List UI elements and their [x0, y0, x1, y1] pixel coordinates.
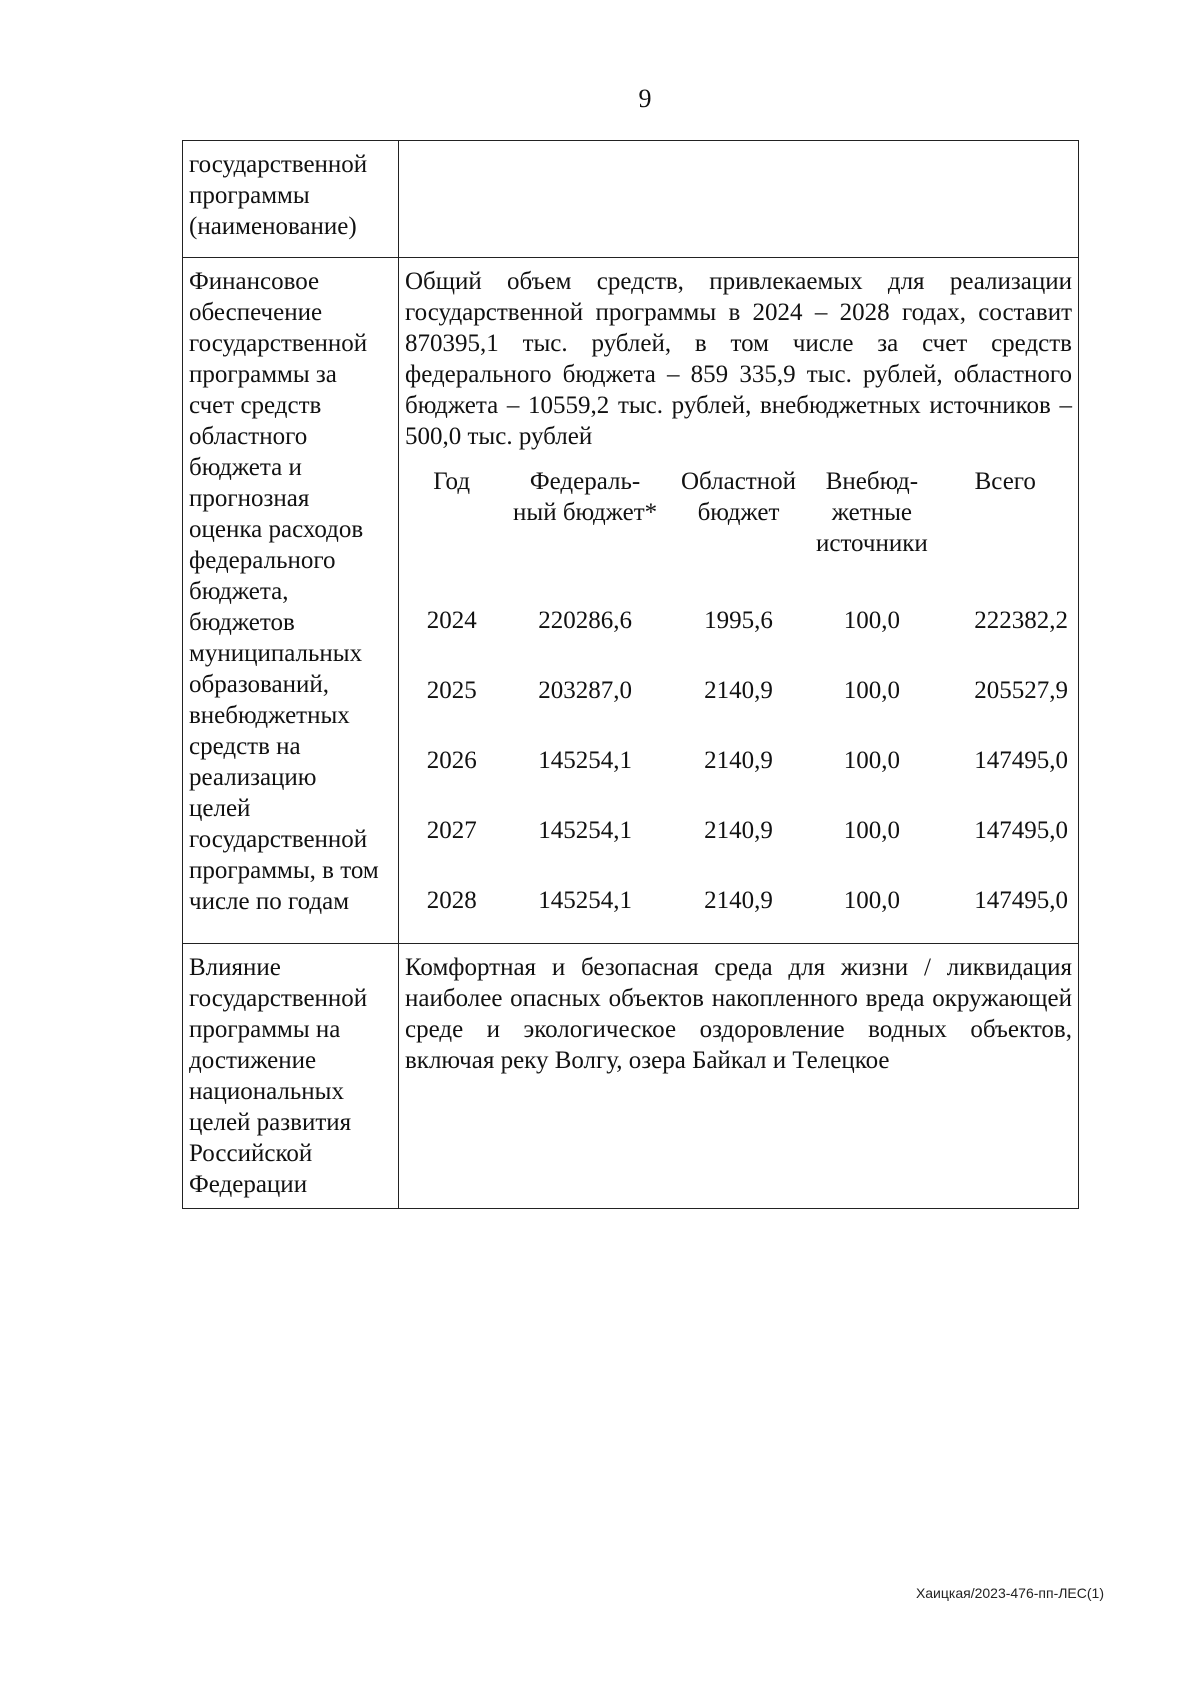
cell-total: 147495,0 — [974, 746, 1068, 774]
table-row — [183, 944, 1079, 1209]
header-extrabudget: Внебюд- жетные источники — [815, 468, 928, 557]
cell-federal: 145254,1 — [538, 886, 632, 914]
cell-extrabudget: 100,0 — [843, 746, 900, 774]
financing-by-year-table — [405, 466, 1072, 935]
cell-regional: 2140,9 — [704, 886, 773, 914]
row-content-impact — [399, 944, 1079, 1209]
row-content-name — [399, 141, 1079, 258]
financing-row — [405, 655, 1072, 725]
row-content-financing — [399, 258, 1079, 944]
cell-federal: 220286,6 — [538, 606, 632, 634]
financing-row — [405, 865, 1072, 935]
cell-regional: 2140,9 — [704, 816, 773, 844]
header-total: Всего — [974, 468, 1036, 495]
cell-federal: 203287,0 — [538, 676, 632, 704]
header-regional: Областной бюджет — [680, 468, 796, 526]
financing-row — [405, 795, 1072, 865]
cell-year: 2024 — [426, 606, 477, 634]
financing-summary: Общий объем средств, привлекаемых для реализации государственной программы в 2024 – 2028 годах, составит 870395,1 тыс. рублей, в том числе за счет средств федерального бюджета – 859 335,9 тыс. рублей, областного бюджета – 10559,2 тыс. рублей, внебюджетных источников – 500,0 тыс. рублей — [405, 268, 1072, 450]
cell-total: 147495,0 — [974, 886, 1068, 914]
cell-regional: 2140,9 — [704, 676, 773, 704]
row-label-financing: Финансовое обеспечение государственной программы за счет средств областного бюджета и прогнозная оценка расходов федерального бюджета, бюджетов муниципальных образований, внебюджетных средств на реализацию целей государственной программы, в том числе по годам — [183, 258, 399, 944]
financing-row — [405, 725, 1072, 795]
cell-federal: 145254,1 — [538, 816, 632, 844]
cell-extrabudget: 100,0 — [843, 676, 900, 704]
cell-federal: 145254,1 — [538, 746, 632, 774]
header-federal: Федераль- ный бюджет* — [513, 468, 658, 526]
table-row — [183, 141, 1079, 258]
impact-text: Комфортная и безопасная среда для жизни / ликвидация наиболее опасных объектов накопленного вреда окружающей среде и экологическое оздоровление водных объектов, включая реку Волгу, озера Байкал и Телецкое — [405, 954, 1072, 1074]
page-number: 9 — [638, 84, 652, 113]
header-year: Год — [433, 468, 471, 495]
financing-row — [405, 585, 1072, 655]
cell-year: 2026 — [426, 746, 477, 774]
cell-total: 222382,2 — [974, 606, 1068, 634]
financing-header-row — [405, 466, 1072, 585]
cell-extrabudget: 100,0 — [843, 816, 900, 844]
cell-year: 2028 — [426, 886, 477, 914]
cell-total: 147495,0 — [974, 816, 1068, 844]
cell-year: 2027 — [426, 816, 477, 844]
cell-total: 205527,9 — [974, 676, 1068, 704]
document-code: Хаицкая/2023-476-пп-ЛЕС(1) — [915, 1585, 1104, 1601]
cell-regional: 1995,6 — [704, 606, 773, 634]
cell-extrabudget: 100,0 — [843, 606, 900, 634]
row-label-name: государственной программы (наименование) — [183, 141, 399, 258]
cell-year: 2025 — [426, 676, 477, 704]
cell-extrabudget: 100,0 — [843, 886, 900, 914]
row-label-impact: Влияние государственной программы на достижение национальных целей развития Российской Федерации — [183, 944, 399, 1209]
cell-regional: 2140,9 — [704, 746, 773, 774]
passport-table — [182, 140, 1079, 1209]
table-row — [183, 258, 1079, 944]
